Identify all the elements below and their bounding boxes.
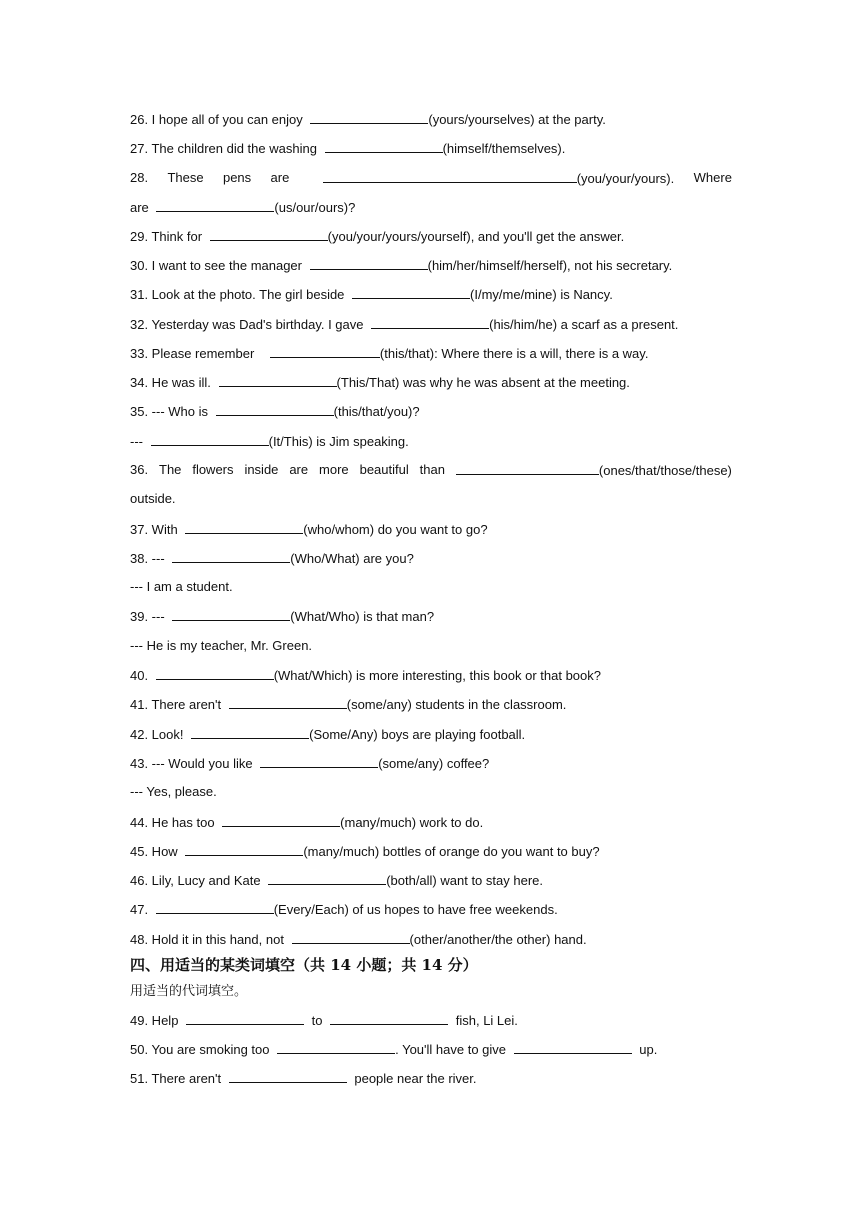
answer-blank[interactable] [216,402,334,416]
question-36-continued [130,490,732,508]
question-text: 31. Look at the photo. The girl beside [130,287,349,302]
question-text: 47. [130,902,152,917]
question-text: --- [130,434,147,449]
answer-blank[interactable] [292,930,410,944]
question-word: are [289,462,309,477]
answer-blank[interactable] [156,198,274,212]
question-options: (you/your/yours/yourself), and you'll get the answer. [327,229,625,244]
answer-blank[interactable] [222,813,340,827]
question-options: (other/another/the other) hand. [409,932,587,947]
question-36 [130,461,732,479]
question-33 [130,344,732,362]
question-43-reply [130,783,732,801]
question-45 [130,842,732,860]
question-text: up. [635,1042,658,1057]
question-39 [130,607,732,625]
question-options: (Who/What) are you? [290,551,414,566]
question-options: (his/him/he) a scarf as a present. [489,317,679,332]
question-text: 44. He has too [130,815,219,830]
question-text: --- Yes, please. [130,784,217,799]
question-text: 41. There aren't [130,697,225,712]
answer-blank[interactable] [325,139,443,153]
question-42 [130,725,732,743]
question-text: are [130,200,153,215]
question-options: (This/That) was why he was absent at the meeting. [336,375,630,390]
answer-blank[interactable] [310,256,428,270]
question-30 [130,256,732,274]
question-word: These [167,170,204,185]
answer-blank[interactable] [514,1040,632,1054]
question-text: --- I am a student. [130,579,233,594]
question-options: (this/that/you)? [333,404,420,419]
question-text: 32. Yesterday was Dad's birthday. I gave [130,317,368,332]
answer-blank[interactable] [229,1069,347,1083]
question-text: 49. Help [130,1013,183,1028]
question-options: (What/Which) is more interesting, this book or that book? [273,668,601,683]
question-28 [130,169,732,187]
answer-blank[interactable] [151,432,269,446]
question-text: . You'll have to give [395,1042,510,1057]
question-word: Where [693,170,732,185]
question-28-continued [130,198,732,216]
answer-blank[interactable] [172,607,290,621]
answer-blank[interactable] [277,1040,395,1054]
question-number: 28. [130,170,149,185]
question-text: 40. [130,668,152,683]
question-options: (Some/Any) boys are playing football. [309,727,526,742]
question-word: inside [244,462,279,477]
question-40 [130,666,732,684]
answer-blank[interactable] [352,285,470,299]
question-44 [130,813,732,831]
question-48 [130,930,732,948]
question-text: 33. Please remember [130,346,258,361]
question-text: 39. --- [130,609,169,624]
question-26 [130,110,732,128]
answer-blank[interactable] [185,520,303,534]
question-options: (I/my/me/mine) is Nancy. [470,287,613,302]
question-34 [130,373,732,391]
question-35 [130,402,732,420]
answer-blank[interactable] [270,344,380,358]
answer-blank[interactable] [323,169,577,183]
question-29 [130,227,732,245]
question-41 [130,695,732,713]
section-heading: 四、用适当的某类词填空（共 14 小题；共 14 分） [130,956,478,974]
question-options: (both/all) want to stay here. [386,873,543,888]
answer-blank[interactable] [229,695,347,709]
question-word: more [319,462,349,477]
question-46 [130,871,732,889]
answer-blank[interactable] [156,666,274,680]
question-38 [130,549,732,567]
question-text: 45. How [130,844,182,859]
question-35-reply [130,432,732,450]
question-text: --- He is my teacher, Mr. Green. [130,638,313,653]
question-31 [130,285,732,303]
answer-blank[interactable] [219,373,337,387]
question-43 [130,754,732,772]
question-options: (this/that): Where there is a will, there is a way. [379,346,649,361]
question-options: (Every/Each) of us hopes to have free weekends. [273,902,558,917]
question-text: 30. I want to see the manager [130,258,306,273]
question-options: (yours/yourselves) at the party. [428,112,606,127]
question-word: The [159,462,182,477]
question-options: (him/her/himself/herself), not his secretary. [427,258,673,273]
question-text: 48. Hold it in this hand, not [130,932,288,947]
question-options: (What/Who) is that man? [290,609,435,624]
question-word: are [270,170,290,185]
question-text: 46. Lily, Lucy and Kate [130,873,265,888]
question-text: 29. Think for [130,229,206,244]
answer-blank[interactable] [156,900,274,914]
question-32 [130,315,732,333]
question-number: 36. [130,462,149,477]
question-text: people near the river. [350,1071,477,1086]
section-instruction: 用适当的代词填空。 [130,984,248,999]
question-text: 43. --- Would you like [130,756,257,771]
question-text: 27. The children did the washing [130,141,321,156]
question-options: (some/any) students in the classroom. [346,697,567,712]
question-text: 37. With [130,522,182,537]
question-39-reply [130,637,732,655]
question-options: (some/any) coffee? [378,756,490,771]
question-options: (who/whom) do you want to go? [303,522,488,537]
answer-blank[interactable] [186,1011,304,1025]
question-word: beautiful [359,462,409,477]
question-options: (ones/that/those/these) [598,463,732,478]
question-text: fish, Li Lei. [452,1013,518,1028]
answer-blank[interactable] [260,754,378,768]
question-text: 51. There aren't [130,1071,225,1086]
answer-blank[interactable] [268,871,386,885]
question-text: 42. Look! [130,727,188,742]
question-options: (us/our/ours)? [274,200,356,215]
answer-blank[interactable] [172,549,290,563]
question-text: 38. --- [130,551,169,566]
question-text: 35. --- Who is [130,404,212,419]
answer-blank[interactable] [191,725,309,739]
question-37 [130,520,732,538]
question-text: outside. [130,491,176,506]
answer-blank[interactable] [185,842,303,856]
question-word: than [419,462,445,477]
question-text: to [308,1013,327,1028]
question-options: (many/much) work to do. [340,815,484,830]
question-word: pens [222,170,252,185]
question-text: 34. He was ill. [130,375,215,390]
question-word: flowers [192,462,234,477]
question-27 [130,139,732,157]
answer-blank[interactable] [456,461,599,475]
question-49 [130,1011,732,1029]
answer-blank[interactable] [371,315,489,329]
question-38-reply [130,578,732,596]
question-text: 26. I hope all of you can enjoy [130,112,307,127]
question-options: (you/your/yours). [576,171,675,186]
question-47 [130,900,732,918]
question-51 [130,1069,732,1087]
question-options: (It/This) is Jim speaking. [268,434,409,449]
question-options: (many/much) bottles of orange do you want to buy? [303,844,600,859]
answer-blank[interactable] [310,110,428,124]
question-50 [130,1040,732,1058]
answer-blank[interactable] [330,1011,448,1025]
answer-blank[interactable] [210,227,328,241]
question-options: (himself/themselves). [442,141,566,156]
question-text: 50. You are smoking too [130,1042,274,1057]
